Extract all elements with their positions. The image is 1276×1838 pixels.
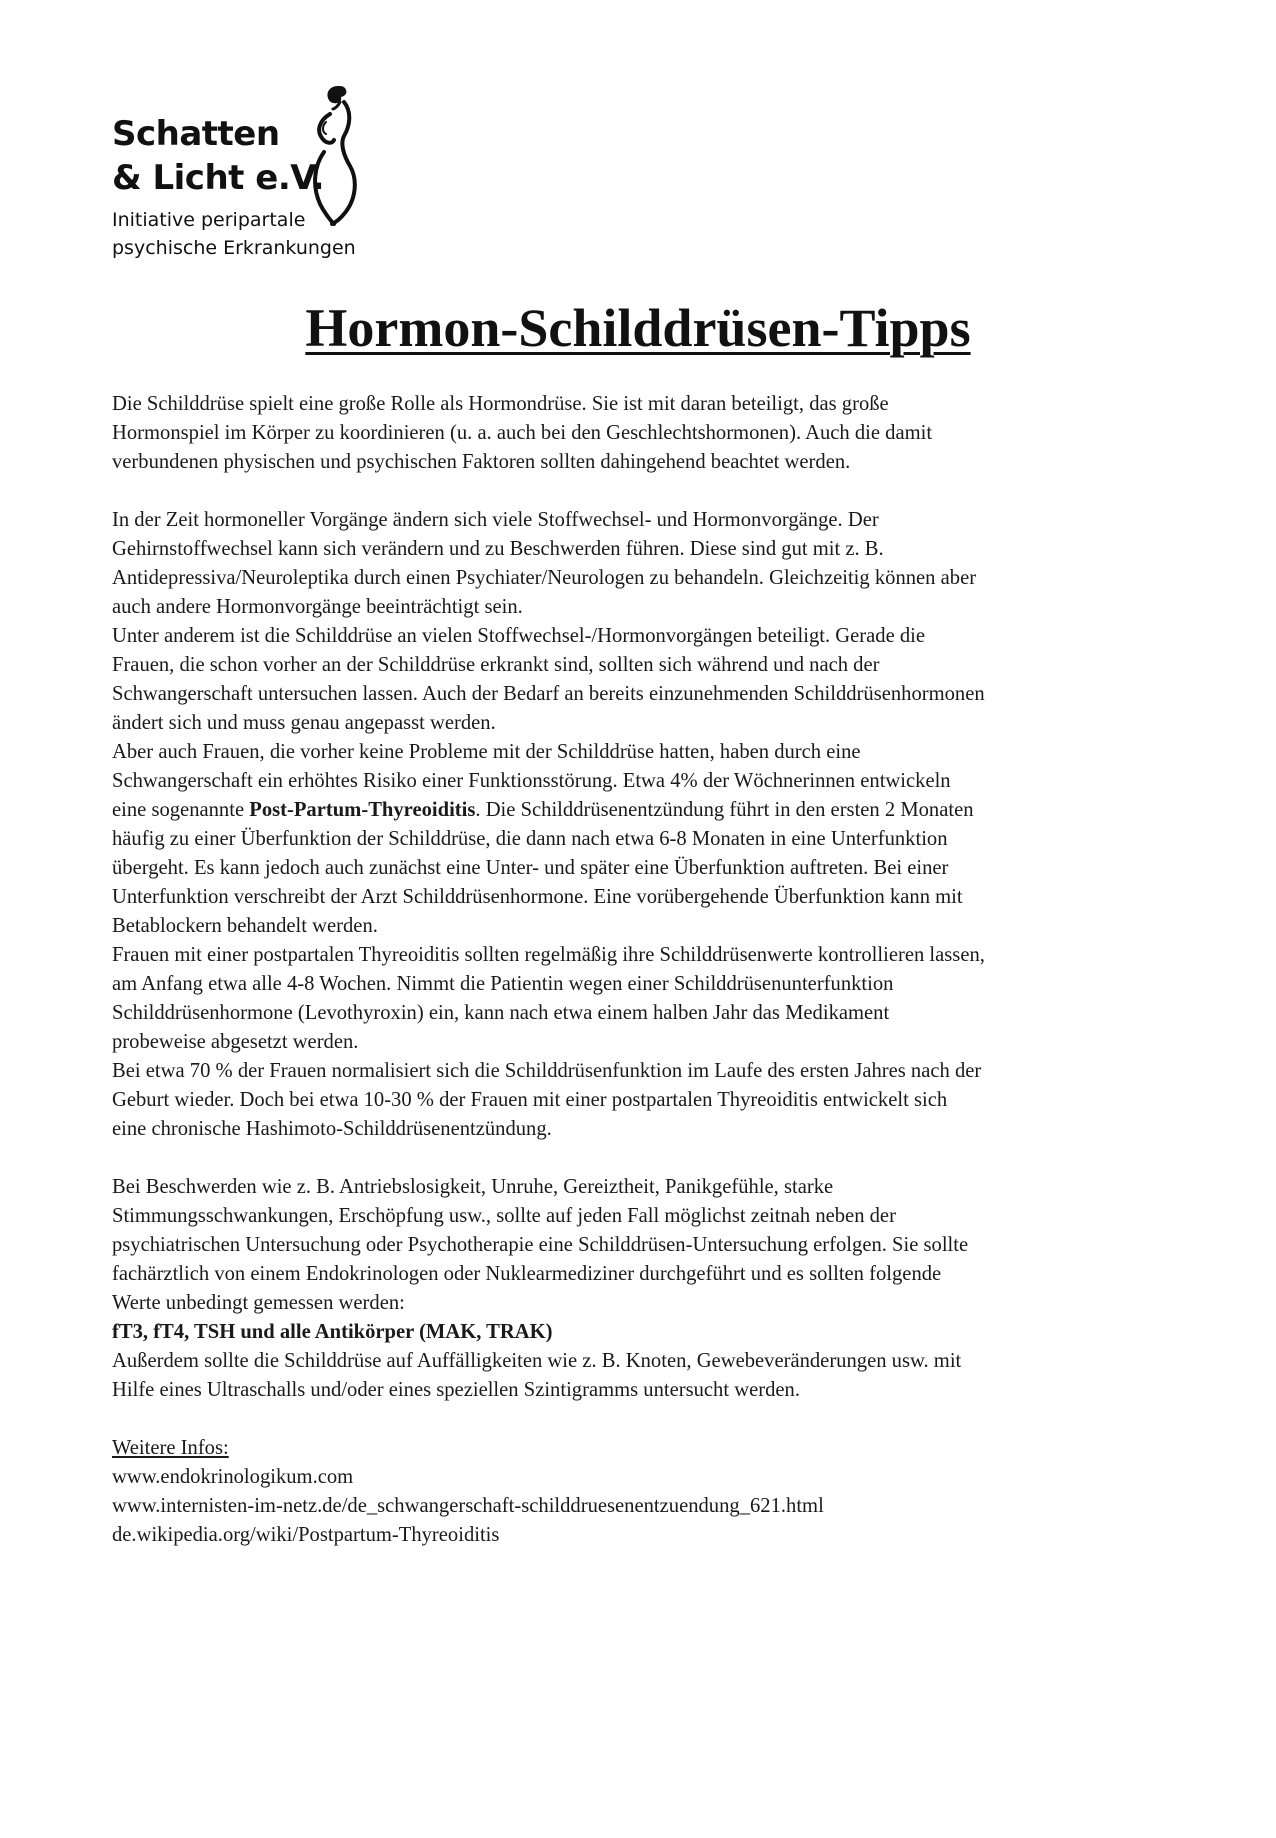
text-line: Schwangerschaft ein erhöhtes Risiko einer Funktionsstörung. Etwa 4% der Wöchnerinnen entwickeln bbox=[112, 770, 951, 792]
postpartum-thyroiditis-paragraph bbox=[112, 738, 1202, 941]
hormone-changes-paragraph bbox=[112, 506, 1202, 622]
document-body bbox=[112, 390, 1202, 1550]
text-line: Unterfunktion verschreibt der Arzt Schilddrüsenhormone. Eine vorübergehende Überfunktion kann mit bbox=[112, 886, 963, 908]
text-line: Außerdem sollte die Schilddrüse auf Auffälligkeiten wie z. B. Knoten, Gewebeveränderungen usw. mit bbox=[112, 1350, 962, 1372]
highlight-term: Post-Partum-Thyreoiditis bbox=[249, 799, 476, 821]
link-internisten-im-netz[interactable]: www.internisten-im-netz.de/de_schwangerschaft-schilddruesenentzuendung_621.html bbox=[112, 1495, 824, 1517]
organization-logo bbox=[112, 82, 412, 272]
text-line: Geburt wieder. Doch bei etwa 10-30 % der Frauen mit einer postpartalen Thyreoiditis entwickelt sich bbox=[112, 1089, 948, 1111]
text-line: eine chronische Hashimoto-Schilddrüsenentzündung. bbox=[112, 1118, 552, 1140]
text-line: ändert sich und muss genau angepasst werden. bbox=[112, 712, 496, 734]
thyroid-involvement-paragraph bbox=[112, 622, 1202, 738]
text-line: Die Schilddrüse spielt eine große Rolle als Hormondrüse. Sie ist mit daran beteiligt, das große bbox=[112, 393, 889, 415]
further-info-heading: Weitere Infos: bbox=[112, 1437, 229, 1459]
text-line: Unter anderem ist die Schilddrüse an vielen Stoffwechsel-/Hormonvorgängen beteiligt. Gerade die bbox=[112, 625, 926, 647]
page-title bbox=[0, 295, 1276, 361]
logo-name-line-1: Schatten bbox=[112, 114, 280, 154]
paragraph-gap bbox=[112, 477, 1202, 506]
text-line: In der Zeit hormoneller Vorgänge ändern sich viele Stoffwechsel- und Hormonvorgänge. Der bbox=[112, 509, 879, 531]
link-endokrinologikum[interactable]: www.endokrinologikum.com bbox=[112, 1466, 354, 1488]
further-info-section bbox=[112, 1434, 1202, 1550]
text-line: Frauen mit einer postpartalen Thyreoiditis sollten regelmäßig ihre Schilddrüsenwerte kontrollieren lassen, bbox=[112, 944, 985, 966]
text-line: Schwangerschaft untersuchen lassen. Auch der Bedarf an bereits einzunehmenden Schilddrüsenhormonen bbox=[112, 683, 985, 705]
text-line: Werte unbedingt gemessen werden: bbox=[112, 1292, 405, 1314]
page-title-text: Hormon-Schilddrüsen-Tipps bbox=[305, 298, 971, 358]
monitoring-paragraph bbox=[112, 941, 1202, 1057]
text-line: Stimmungsschwankungen, Erschöpfung usw., sollte auf jeden Fall möglichst zeitnah neben der bbox=[112, 1205, 896, 1227]
text-line: Gehirnstoffwechsel kann sich verändern und zu Beschwerden führen. Diese sind gut mit z. B. bbox=[112, 538, 884, 560]
lab-values-line: fT3, fT4, TSH und alle Antikörper (MAK, TRAK) bbox=[112, 1321, 553, 1343]
logo-tagline-line-2: psychische Erkrankungen bbox=[112, 237, 356, 259]
text-line: Frauen, die schon vorher an der Schilddrüse erkrankt sind, sollten sich während und nach der bbox=[112, 654, 880, 676]
symptoms-paragraph bbox=[112, 1173, 1202, 1405]
text-line: Aber auch Frauen, die vorher keine Probleme mit der Schilddrüse hatten, haben durch eine bbox=[112, 741, 861, 763]
text-line: am Anfang etwa alle 4-8 Wochen. Nimmt die Patientin wegen einer Schilddrüsenunterfunktion bbox=[112, 973, 894, 995]
paragraph-gap bbox=[112, 1144, 1202, 1173]
text-line: Hormonspiel im Körper zu koordinieren (u. a. auch bei den Geschlechtshormonen). Auch die damit bbox=[112, 422, 933, 444]
text-line: Bei etwa 70 % der Frauen normalisiert sich die Schilddrüsenfunktion im Laufe des ersten Jahres nach der bbox=[112, 1060, 982, 1082]
text-line: Schilddrüsenhormone (Levothyroxin) ein, kann nach etwa einem halben Jahr das Medikament bbox=[112, 1002, 890, 1024]
logo-name bbox=[112, 112, 324, 200]
text-line: Betablockern behandelt werden. bbox=[112, 915, 378, 937]
intro-paragraph bbox=[112, 390, 1202, 477]
text-line: auch andere Hormonvorgänge beeinträchtigt sein. bbox=[112, 596, 523, 618]
text-line: Hilfe eines Ultraschalls und/oder eines speziellen Szintigramms untersucht werden. bbox=[112, 1379, 800, 1401]
text-line: verbundenen physischen und psychischen Faktoren sollten dahingehend beachtet werden. bbox=[112, 451, 851, 473]
link-wikipedia[interactable]: de.wikipedia.org/wiki/Postpartum-Thyreoiditis bbox=[112, 1524, 500, 1546]
text-line: fachärztlich von einem Endokrinologen oder Nuklearmediziner durchgeführt und es sollten folgende bbox=[112, 1263, 942, 1285]
prognosis-paragraph bbox=[112, 1057, 1202, 1144]
text-line: probeweise abgesetzt werden. bbox=[112, 1031, 359, 1053]
text-line: . Die Schilddrüsenentzündung führt in den ersten 2 Monaten bbox=[475, 799, 974, 821]
text-line: häufig zu einer Überfunktion der Schilddrüse, die dann nach etwa 6-8 Monaten in eine Unterfunktion bbox=[112, 828, 948, 850]
text-line: eine sogenannte bbox=[112, 799, 250, 821]
text-line: psychiatrischen Untersuchung oder Psychotherapie eine Schilddrüsen-Untersuchung erfolgen. Sie sollte bbox=[112, 1234, 969, 1256]
logo-name-line-2: & Licht e.V. bbox=[112, 158, 325, 198]
text-line: übergeht. Es kann jedoch auch zunächst eine Unter- und später eine Überfunktion auftreten. Bei einer bbox=[112, 857, 949, 879]
text-line: Antidepressiva/Neuroleptika durch einen Psychiater/Neurologen zu behandeln. Gleichzeitig können aber bbox=[112, 567, 977, 589]
woman-silhouette-icon bbox=[300, 82, 370, 232]
logo-tagline-line-1: Initiative peripartale bbox=[112, 209, 306, 231]
paragraph-gap bbox=[112, 1405, 1202, 1434]
text-line: Bei Beschwerden wie z. B. Antriebslosigkeit, Unruhe, Gereiztheit, Panikgefühle, starke bbox=[112, 1176, 834, 1198]
